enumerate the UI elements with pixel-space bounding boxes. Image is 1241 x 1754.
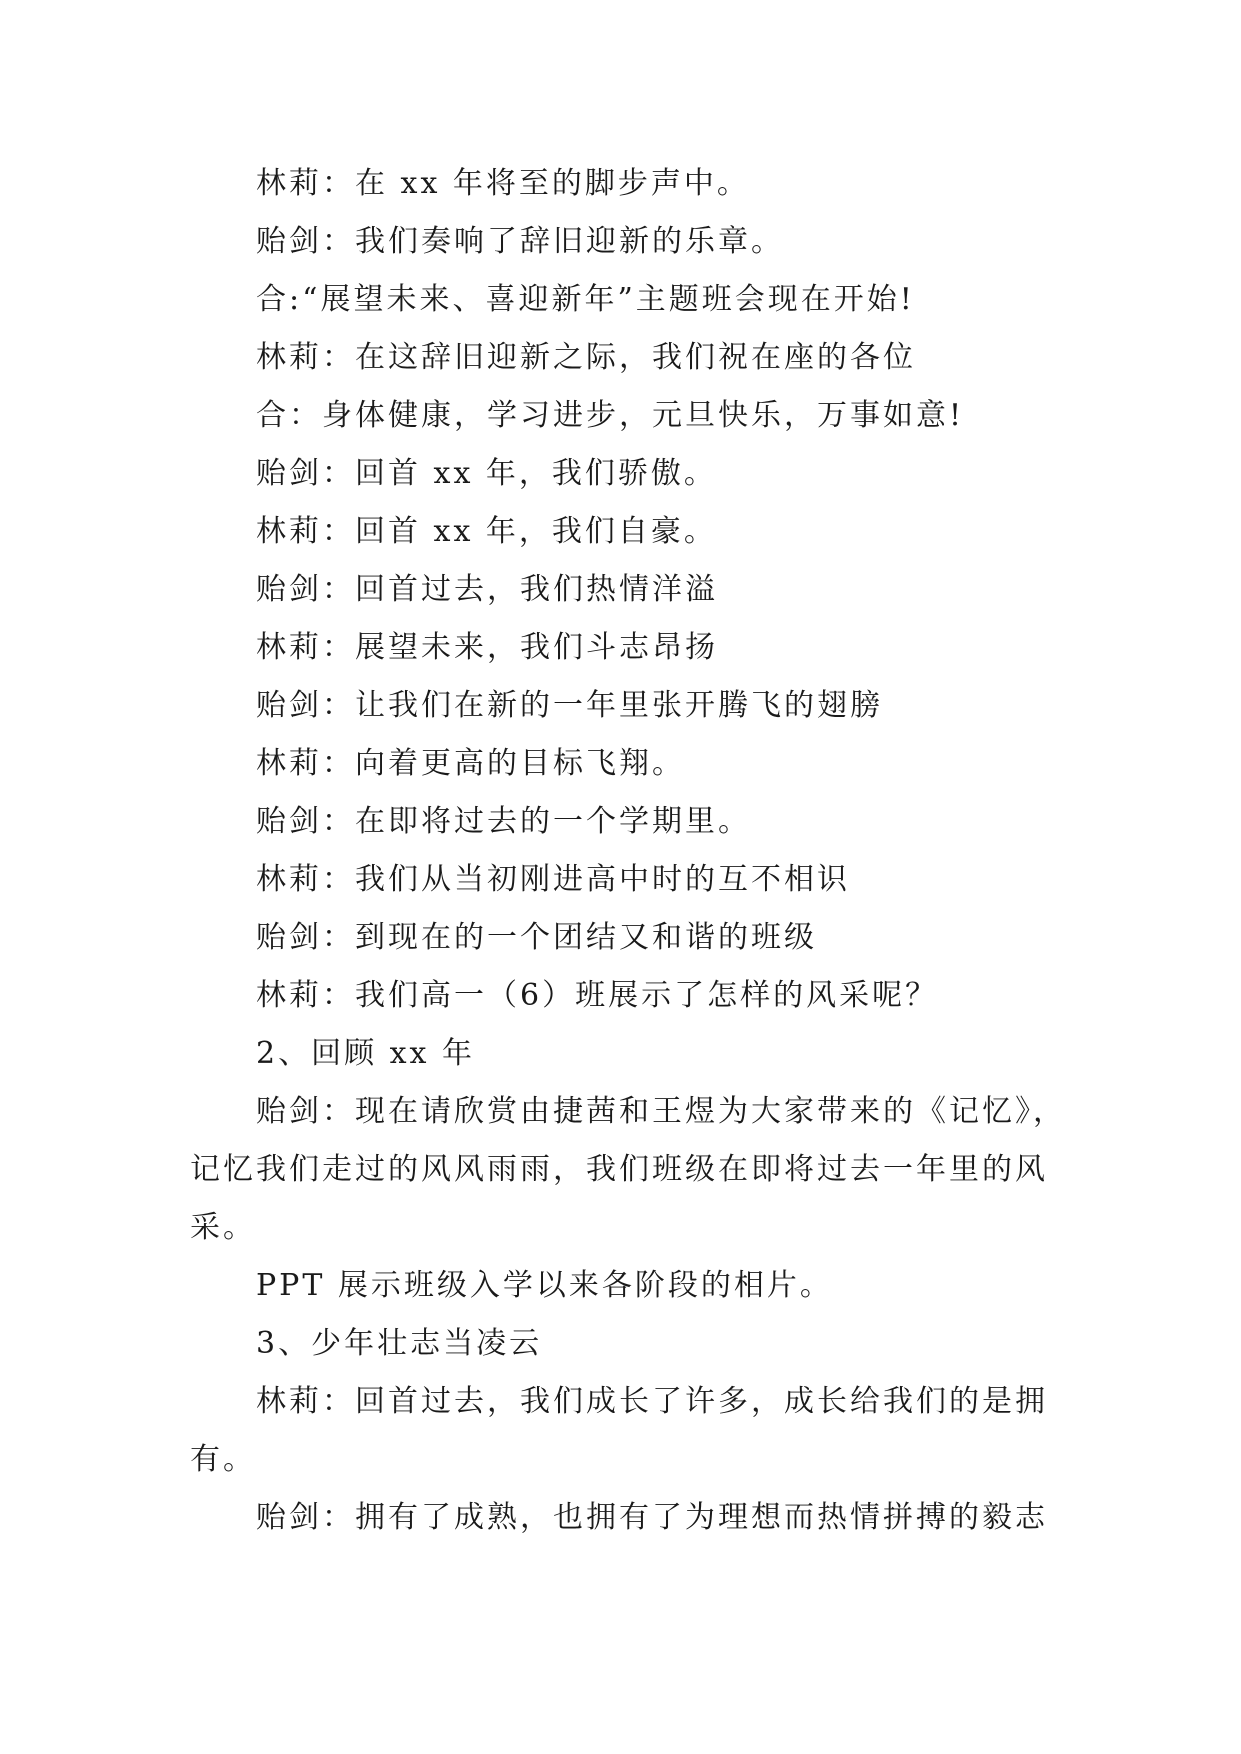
paragraph-8: 贻剑：回首过去，我们热情洋溢 [256, 572, 718, 607]
document-body [190, 155, 1070, 1547]
paragraph-15: 林莉：我们高一（6）班展示了怎样的风采呢？ [256, 978, 939, 1013]
paragraph-9: 林莉：展望未来，我们斗志昂扬 [256, 630, 718, 665]
paragraph-5: 合：身体健康，学习进步，元旦快乐，万事如意! [256, 398, 965, 433]
paragraph-12: 贻剑：在即将过去的一个学期里。 [256, 804, 751, 839]
paragraph-2: 贻剑：我们奏响了辞旧迎新的乐章。 [256, 224, 784, 259]
paragraph-10: 贻剑：让我们在新的一年里张开腾飞的翅膀 [256, 688, 883, 723]
paragraph-13: 林莉：我们从当初刚进高中时的互不相识 [256, 862, 850, 897]
paragraph-18: PPT 展示班级入学以来各阶段的相片。 [256, 1268, 833, 1303]
paragraph-6: 贻剑：回首 xx 年，我们骄傲。 [256, 456, 717, 491]
paragraph-17: 贻剑：现在请欣赏由捷茜和王煜为大家带来的《记忆》，记忆我们走过的风风雨雨，我们班级在即将过去一年里的风采。 [190, 1094, 1066, 1245]
paragraph-4: 林莉：在这辞旧迎新之际，我们祝在座的各位 [256, 340, 916, 375]
section-heading-ambition: 3、少年壮志当凌云 [256, 1326, 543, 1361]
paragraph-1: 林莉：在 xx 年将至的脚步声中。 [256, 166, 750, 201]
paragraph-21: 贻剑：拥有了成熟，也拥有了为理想而热情拼搏的毅志 [256, 1500, 1048, 1535]
paragraph-20: 林莉：回首过去，我们成长了许多，成长给我们的是拥有。 [190, 1384, 1048, 1477]
paragraph-14: 贻剑：到现在的一个团结又和谐的班级 [256, 920, 817, 955]
paragraph-11: 林莉：向着更高的目标飞翔。 [256, 746, 685, 781]
section-heading-review: 2、回顾 xx 年 [256, 1036, 475, 1071]
paragraph-3: 合:“展望未来、喜迎新年”主题班会现在开始! [256, 282, 915, 317]
paragraph-7: 林莉：回首 xx 年，我们自豪。 [256, 514, 717, 549]
